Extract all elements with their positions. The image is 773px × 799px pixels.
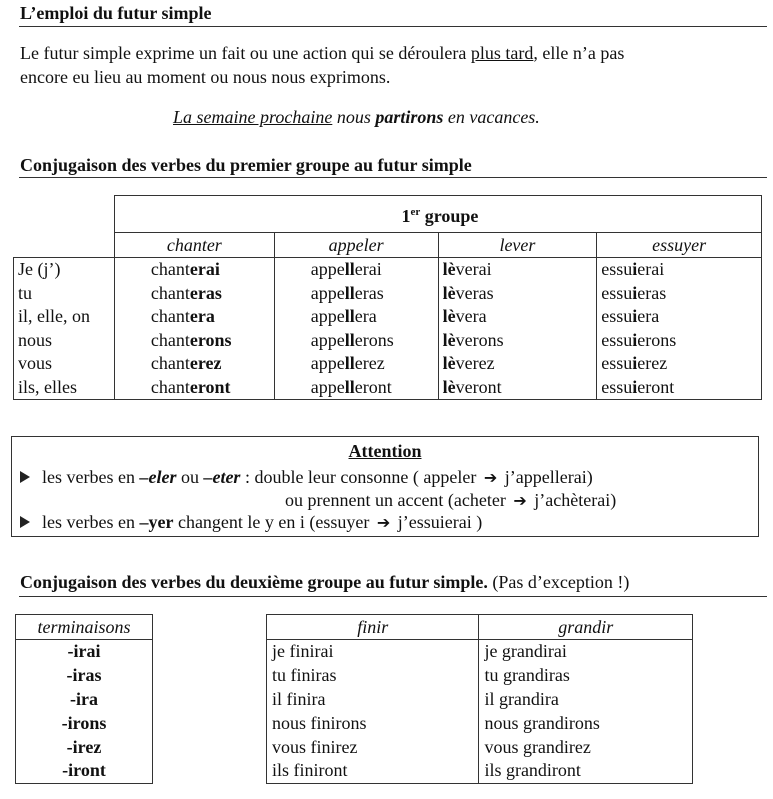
- right-arrow-icon: ➔: [483, 468, 498, 487]
- section-title-emploi: L’emploi du futur simple: [20, 3, 212, 23]
- conjugation-cell: lèverez: [438, 352, 597, 376]
- conjugation-cell: chantera: [114, 305, 274, 329]
- conjugation-row: [267, 759, 693, 783]
- attention-rule-eler-eter: les verbes en –eler ou –eter : double leur consonne ( appeler ➔ j’appellerai): [20, 467, 593, 488]
- verb-header: finir: [267, 615, 479, 640]
- conjugation-cell: appelleront: [274, 376, 438, 400]
- attention-title: Attention: [348, 441, 422, 461]
- conjugation-cell: appelleras: [274, 282, 438, 306]
- conjugation-cell: lèverai: [438, 258, 597, 282]
- conjugation-cell: chanteras: [114, 282, 274, 306]
- group-header: 1er groupe: [114, 196, 761, 233]
- conjugation-cell: appellerez: [274, 352, 438, 376]
- conjugation-cell: appellerai: [274, 258, 438, 282]
- conjugation-row: [267, 735, 693, 759]
- verb-header: chanter: [114, 233, 274, 258]
- conjugation-cell: lèveront: [438, 376, 597, 400]
- attention-rule-yer: les verbes en –yer changent le y en i (essuyer ➔ j’essuierai ): [20, 512, 482, 533]
- bullet-arrow-icon: [20, 471, 30, 483]
- conjugation-cell: nous grandirons: [479, 711, 693, 735]
- example-sentence: La semaine prochaine nous partirons en vacances.: [173, 107, 540, 127]
- conjugation-cell: nous finirons: [267, 711, 479, 735]
- ending-cell: -irai: [16, 640, 153, 664]
- conjugation-cell: essuierons: [597, 329, 762, 353]
- conjugation-cell: ils grandiront: [479, 759, 693, 783]
- conjugation-cell: tu finiras: [267, 664, 479, 688]
- conjugation-row: [14, 305, 762, 329]
- verb-header: grandir: [479, 615, 693, 640]
- pronoun-cell: vous: [14, 352, 115, 376]
- deuxieme-groupe-table: [266, 614, 693, 784]
- verb-header: appeler: [274, 233, 438, 258]
- ending-cell: -irez: [16, 735, 153, 759]
- conjugation-row: [14, 282, 762, 306]
- conjugation-row: [14, 329, 762, 353]
- section-title-deuxieme-groupe: Conjugaison des verbes du deuxième groupe au futur simple. (Pas d’exception !): [20, 572, 630, 592]
- premier-groupe-table: [13, 195, 762, 400]
- conjugation-cell: chanteront: [114, 376, 274, 400]
- definition-line-1: Le futur simple exprime un fait ou une action qui se déroulera plus tard, elle n’a pas: [20, 43, 625, 63]
- conjugation-cell: ils finiront: [267, 759, 479, 783]
- ending-cell: -iront: [16, 759, 153, 783]
- pronoun-cell: Je (j’): [14, 258, 115, 282]
- section-title-premier-groupe: Conjugaison des verbes du premier groupe au futur simple: [20, 155, 472, 175]
- conjugation-row: [14, 376, 762, 400]
- conjugation-cell: essuieras: [597, 282, 762, 306]
- conjugation-cell: je grandirai: [479, 640, 693, 664]
- conjugation-cell: appellerons: [274, 329, 438, 353]
- conjugation-row: [14, 352, 762, 376]
- divider: [19, 177, 767, 178]
- conjugation-cell: lèveras: [438, 282, 597, 306]
- ending-cell: -iras: [16, 664, 153, 688]
- bullet-arrow-icon: [20, 516, 30, 528]
- conjugation-cell: vous finirez: [267, 735, 479, 759]
- verb-header: essuyer: [597, 233, 762, 258]
- conjugation-cell: chanterez: [114, 352, 274, 376]
- verb-header: lever: [438, 233, 597, 258]
- pronoun-cell: nous: [14, 329, 115, 353]
- conjugation-cell: appellera: [274, 305, 438, 329]
- conjugation-row: [267, 711, 693, 735]
- terminaisons-table: [15, 614, 153, 784]
- conjugation-cell: essuierai: [597, 258, 762, 282]
- right-arrow-icon: ➔: [376, 513, 391, 532]
- conjugation-cell: essuiera: [597, 305, 762, 329]
- ending-cell: -irons: [16, 711, 153, 735]
- conjugation-cell: essuieront: [597, 376, 762, 400]
- attention-rule-accent: ou prennent un accent (acheter ➔ j’achèterai): [285, 490, 617, 510]
- conjugation-cell: je finirai: [267, 640, 479, 664]
- right-arrow-icon: ➔: [513, 491, 527, 510]
- pronoun-cell: tu: [14, 282, 115, 306]
- conjugation-cell: lèverons: [438, 329, 597, 353]
- definition-line-2: encore eu lieu au moment ou nous nous exprimons.: [20, 67, 391, 87]
- conjugation-cell: il grandira: [479, 688, 693, 712]
- ending-cell: -ira: [16, 688, 153, 712]
- conjugation-row: [267, 664, 693, 688]
- conjugation-row: [14, 258, 762, 282]
- conjugation-cell: il finira: [267, 688, 479, 712]
- conjugation-cell: lèvera: [438, 305, 597, 329]
- conjugation-cell: chanterai: [114, 258, 274, 282]
- conjugation-cell: chanterons: [114, 329, 274, 353]
- divider: [19, 596, 767, 597]
- pronoun-cell: ils, elles: [14, 376, 115, 400]
- divider: [19, 26, 767, 27]
- attention-box: [11, 436, 759, 537]
- conjugation-cell: essuierez: [597, 352, 762, 376]
- conjugation-row: [267, 640, 693, 664]
- pronoun-cell: il, elle, on: [14, 305, 115, 329]
- conjugation-row: [267, 688, 693, 712]
- conjugation-cell: tu grandiras: [479, 664, 693, 688]
- conjugation-cell: vous grandirez: [479, 735, 693, 759]
- terminaisons-header: terminaisons: [16, 615, 153, 640]
